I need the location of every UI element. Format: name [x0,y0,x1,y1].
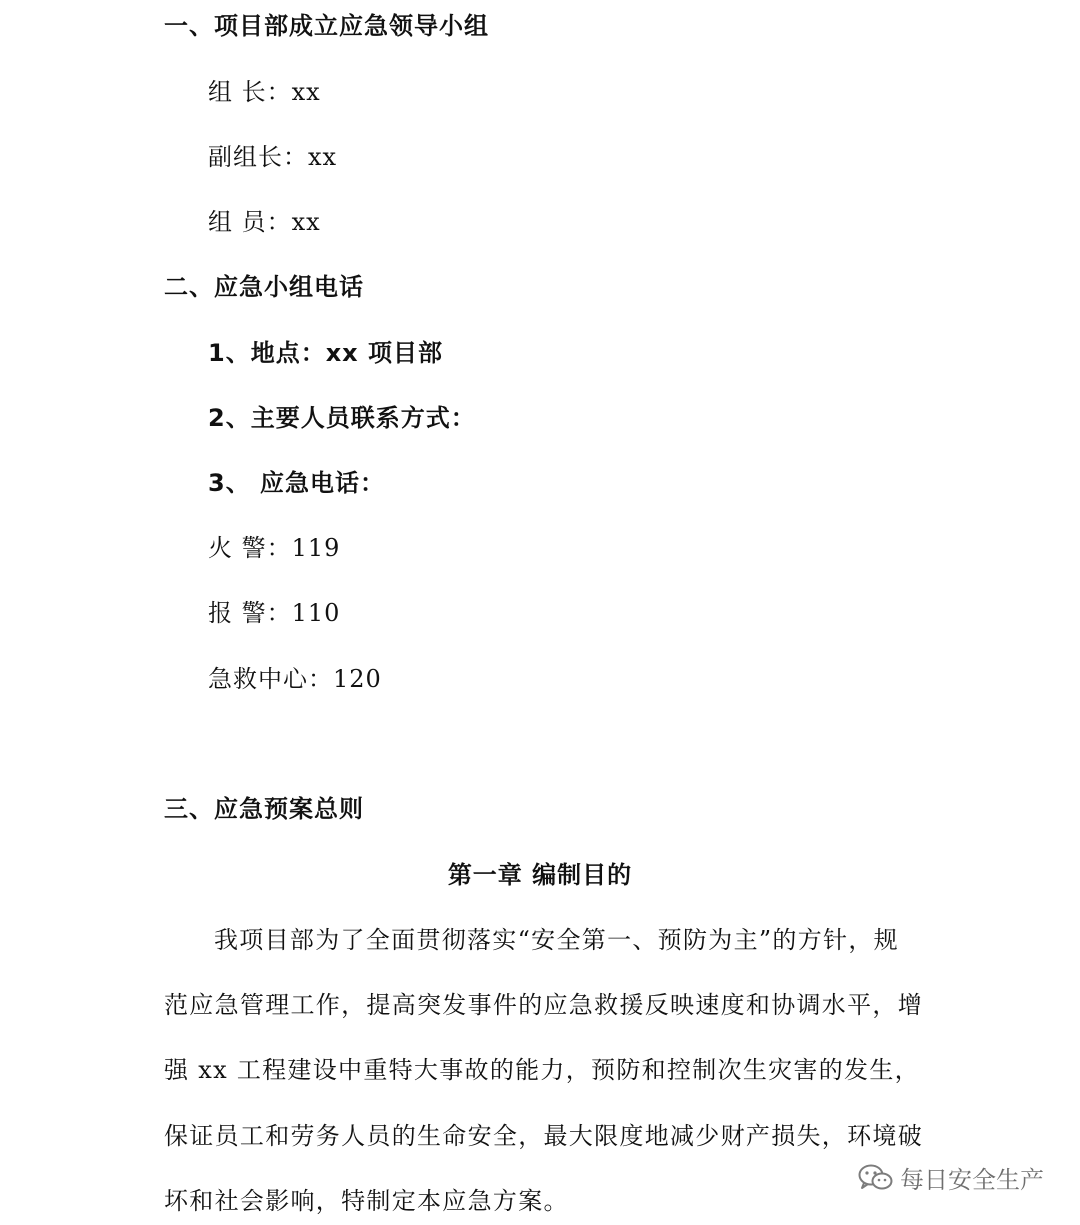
chapter-title: 第一章 编制目的 [447,861,633,889]
paragraph-line: 坏和社会影响，特制定本应急方案。 [164,1187,569,1215]
location-line: 1、地点：xx 项目部 [208,339,444,367]
wechat-icon [858,1163,894,1193]
contacts-line: 2、主要人员联系方式： [208,404,476,432]
section-3-heading: 三、应急预案总则 [164,795,364,823]
police-phone-line: 报 警：110 [208,599,341,627]
section-2-heading: 二、应急小组电话 [164,273,364,301]
fire-phone-line: 火 警：119 [208,534,341,562]
watermark [858,1160,1044,1195]
paragraph-line: 强 xx 工程建设中重特大事故的能力，预防和控制次生灾害的发生， [164,1056,920,1084]
deputy-leader-line: 副组长：xx [208,143,338,171]
watermark-text: 每日安全生产 [900,1166,1044,1194]
section-1-heading: 一、项目部成立应急领导小组 [164,12,489,40]
paragraph-line: 范应急管理工作，提高突发事件的应急救援反映速度和协调水平，增 [164,991,923,1019]
leader-line: 组 长：xx [208,78,321,106]
paragraph-line: 保证员工和劳务人员的生命安全，最大限度地减少财产损失，环境破 [164,1122,923,1150]
member-line: 组 员：xx [208,208,321,236]
ambulance-phone-line: 急救中心：120 [208,665,382,693]
emergency-phone-line: 3、 应急电话： [208,469,386,497]
paragraph-line: 我项目部为了全面贯彻落实“安全第一、预防为主”的方针，规 [214,926,899,954]
